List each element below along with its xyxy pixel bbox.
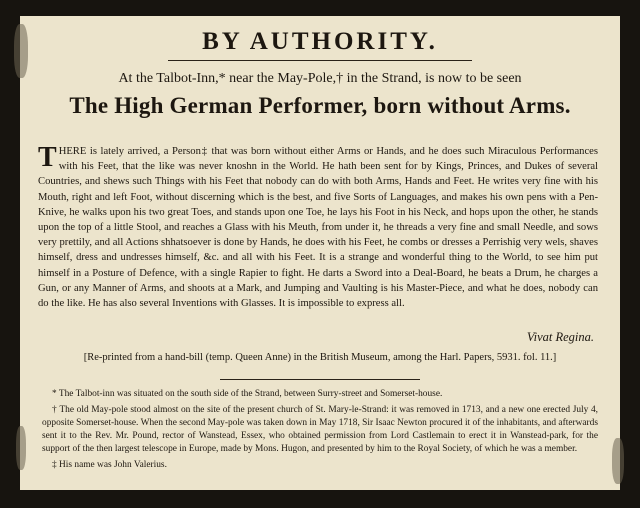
paper-stain — [612, 438, 624, 484]
handbill-page — [20, 16, 620, 490]
footnote-may-pole: † The old May-pole stood almost on the site of the present church of St. Mary-le-Strand: it was removed in 1713, and a new one erected July 4, opposite Somerset-house. When the second May-pole was taken down in May 1718, Sir Isaac Newton procured it of the inhabitants, and afterwards sent it to the Rev. Mr. Pound, rector of Wanstead, Essex, who obtained permission from Lord Castlemain to erect it in Wanstead-park, for the support of the then largest telescope in Europe, made by Mons. Hugon, and presented by him to the Royal Society, of which he was a member. — [42, 405, 598, 454]
page-title: BY AUTHORITY. — [202, 28, 438, 55]
footnote-talbot-inn: * The Talbot-inn was situated on the south side of the Strand, between Surry-street and Somerset-house. — [52, 389, 443, 399]
body-paragraph — [38, 144, 598, 311]
footnotes — [42, 388, 598, 475]
headline: The High German Performer, born without Arms. — [69, 93, 571, 118]
drop-cap: T — [38, 142, 57, 173]
signoff: Vivat Regina. — [526, 330, 594, 344]
section-rule — [220, 379, 420, 380]
body-text: HERE is lately arrived, a Person‡ that was born without either Arms or Hands, and he does such Miraculous Performances with his Feet, that the like was never knoshn in the World. He hath been sent for by Kings, Princes, and Dukes of several Countries, and shews such Things with his Feet that nobody can do with both Arms, Hands and Feet. He writes very fine with his Mouth, right and left Foot, without discerning which is the best, and five Sorts of Languages, and makes his own pens with a Pen-Knive, he walks upon his two great Toes, and stands upon one Toe, he lays his Foot in his Neck, and hops upon the other, he stands upon the top of a little Stool, and reaches a Glass with his Meuth, from under it, he threads a very fine and small Needle, and sows very prettily, and all Actions shhatsoever is done by Hands, he does with his Feet, he combs or dresses a Perrishig very wels, shaves himself, dress and undresses himself, &c. and all with his Feet. It is a strange and wonderful thing to the World, to see him put himself in a Posture of Defence, with a single Rapier to fight. He darts a Sword into a Deal-Board, he beats a Drum, he charges a Gun, or any Manner of Arms, and shoots at a Mark, and Jumping and Vaulting is his Master-Piece, and what he does, nobody can do the like. He has also several Inventions with Glasses. It is impossible to express all. — [38, 146, 598, 310]
title-rule — [168, 60, 472, 61]
reprint-note: [Re-printed from a hand-bill (temp. Queen Anne) in the British Museum, among the Harl. Papers, 5931. fol. 11.] — [83, 352, 557, 363]
paper-stain — [16, 426, 26, 470]
intro-line: At the Talbot-Inn,* near the May-Pole,† in the Strand, is now to be seen — [118, 71, 522, 86]
footnote-name: ‡ His name was John Valerius. — [52, 460, 167, 470]
